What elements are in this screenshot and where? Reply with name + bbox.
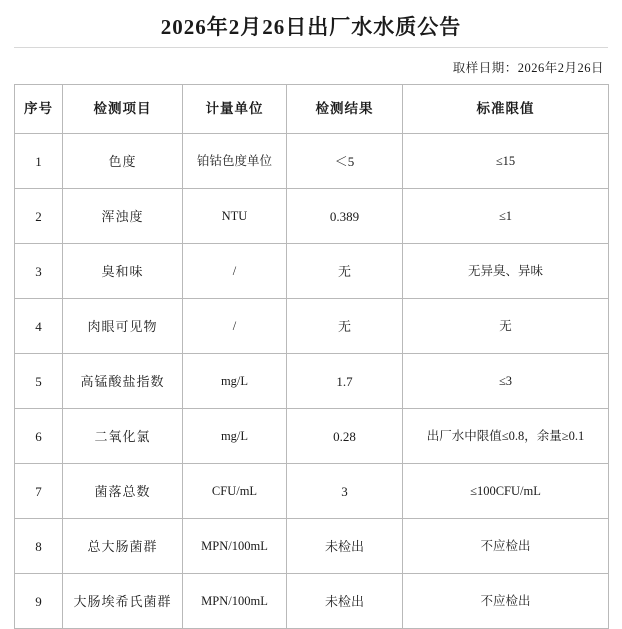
table-row xyxy=(15,519,609,574)
cell-unit: CFU/mL xyxy=(183,464,287,519)
cell-limit: ≤1 xyxy=(403,189,609,244)
table-header-row xyxy=(15,85,609,134)
water-quality-table xyxy=(14,84,609,629)
table-row xyxy=(15,299,609,354)
cell-limit: ≤15 xyxy=(403,134,609,189)
cell-index: 4 xyxy=(15,299,63,354)
cell-index: 9 xyxy=(15,574,63,629)
cell-result: 0.389 xyxy=(287,189,403,244)
cell-unit: mg/L xyxy=(183,409,287,464)
cell-item: 二氧化氯 xyxy=(63,409,183,464)
column-header-limit: 标准限值 xyxy=(403,85,609,134)
cell-index: 3 xyxy=(15,244,63,299)
cell-result: ＜5 xyxy=(287,134,403,189)
table-row xyxy=(15,244,609,299)
cell-item: 浑浊度 xyxy=(63,189,183,244)
cell-item: 色度 xyxy=(63,134,183,189)
cell-index: 7 xyxy=(15,464,63,519)
cell-result: 未检出 xyxy=(287,519,403,574)
table-row xyxy=(15,574,609,629)
cell-limit: ≤3 xyxy=(403,354,609,409)
cell-item: 肉眼可见物 xyxy=(63,299,183,354)
column-header-index: 序号 xyxy=(15,85,63,134)
cell-limit: ≤100CFU/mL xyxy=(403,464,609,519)
cell-index: 8 xyxy=(15,519,63,574)
cell-unit: NTU xyxy=(183,189,287,244)
column-header-unit: 计量单位 xyxy=(183,85,287,134)
cell-index: 1 xyxy=(15,134,63,189)
cell-result: 1.7 xyxy=(287,354,403,409)
cell-item: 臭和味 xyxy=(63,244,183,299)
cell-unit: MPN/100mL xyxy=(183,519,287,574)
cell-limit: 不应检出 xyxy=(403,519,609,574)
cell-index: 2 xyxy=(15,189,63,244)
table-row xyxy=(15,354,609,409)
cell-result: 0.28 xyxy=(287,409,403,464)
title-divider xyxy=(14,47,608,48)
column-header-result: 检测结果 xyxy=(287,85,403,134)
cell-result: 无 xyxy=(287,244,403,299)
cell-item: 总大肠菌群 xyxy=(63,519,183,574)
page-title: 2026年2月26日出厂水水质公告 xyxy=(160,15,462,39)
cell-index: 6 xyxy=(15,409,63,464)
cell-unit: mg/L xyxy=(183,354,287,409)
table-row xyxy=(15,409,609,464)
cell-result: 3 xyxy=(287,464,403,519)
cell-item: 高锰酸盐指数 xyxy=(63,354,183,409)
cell-index: 5 xyxy=(15,354,63,409)
cell-unit: / xyxy=(183,299,287,354)
cell-result: 无 xyxy=(287,299,403,354)
cell-item: 大肠埃希氏菌群 xyxy=(63,574,183,629)
column-header-item: 检测项目 xyxy=(63,85,183,134)
table-row xyxy=(15,134,609,189)
cell-item: 菌落总数 xyxy=(63,464,183,519)
cell-unit: 铂钴色度单位 xyxy=(183,134,287,189)
cell-limit: 出厂水中限值≤0.8，余量≥0.1 xyxy=(403,409,609,464)
sample-date-label: 取样日期：2026年2月26日 xyxy=(452,61,604,76)
cell-limit: 无异臭、异味 xyxy=(403,244,609,299)
cell-limit: 不应检出 xyxy=(403,574,609,629)
table-row xyxy=(15,189,609,244)
table-row xyxy=(15,464,609,519)
cell-unit: / xyxy=(183,244,287,299)
cell-unit: MPN/100mL xyxy=(183,574,287,629)
cell-limit: 无 xyxy=(403,299,609,354)
cell-result: 未检出 xyxy=(287,574,403,629)
